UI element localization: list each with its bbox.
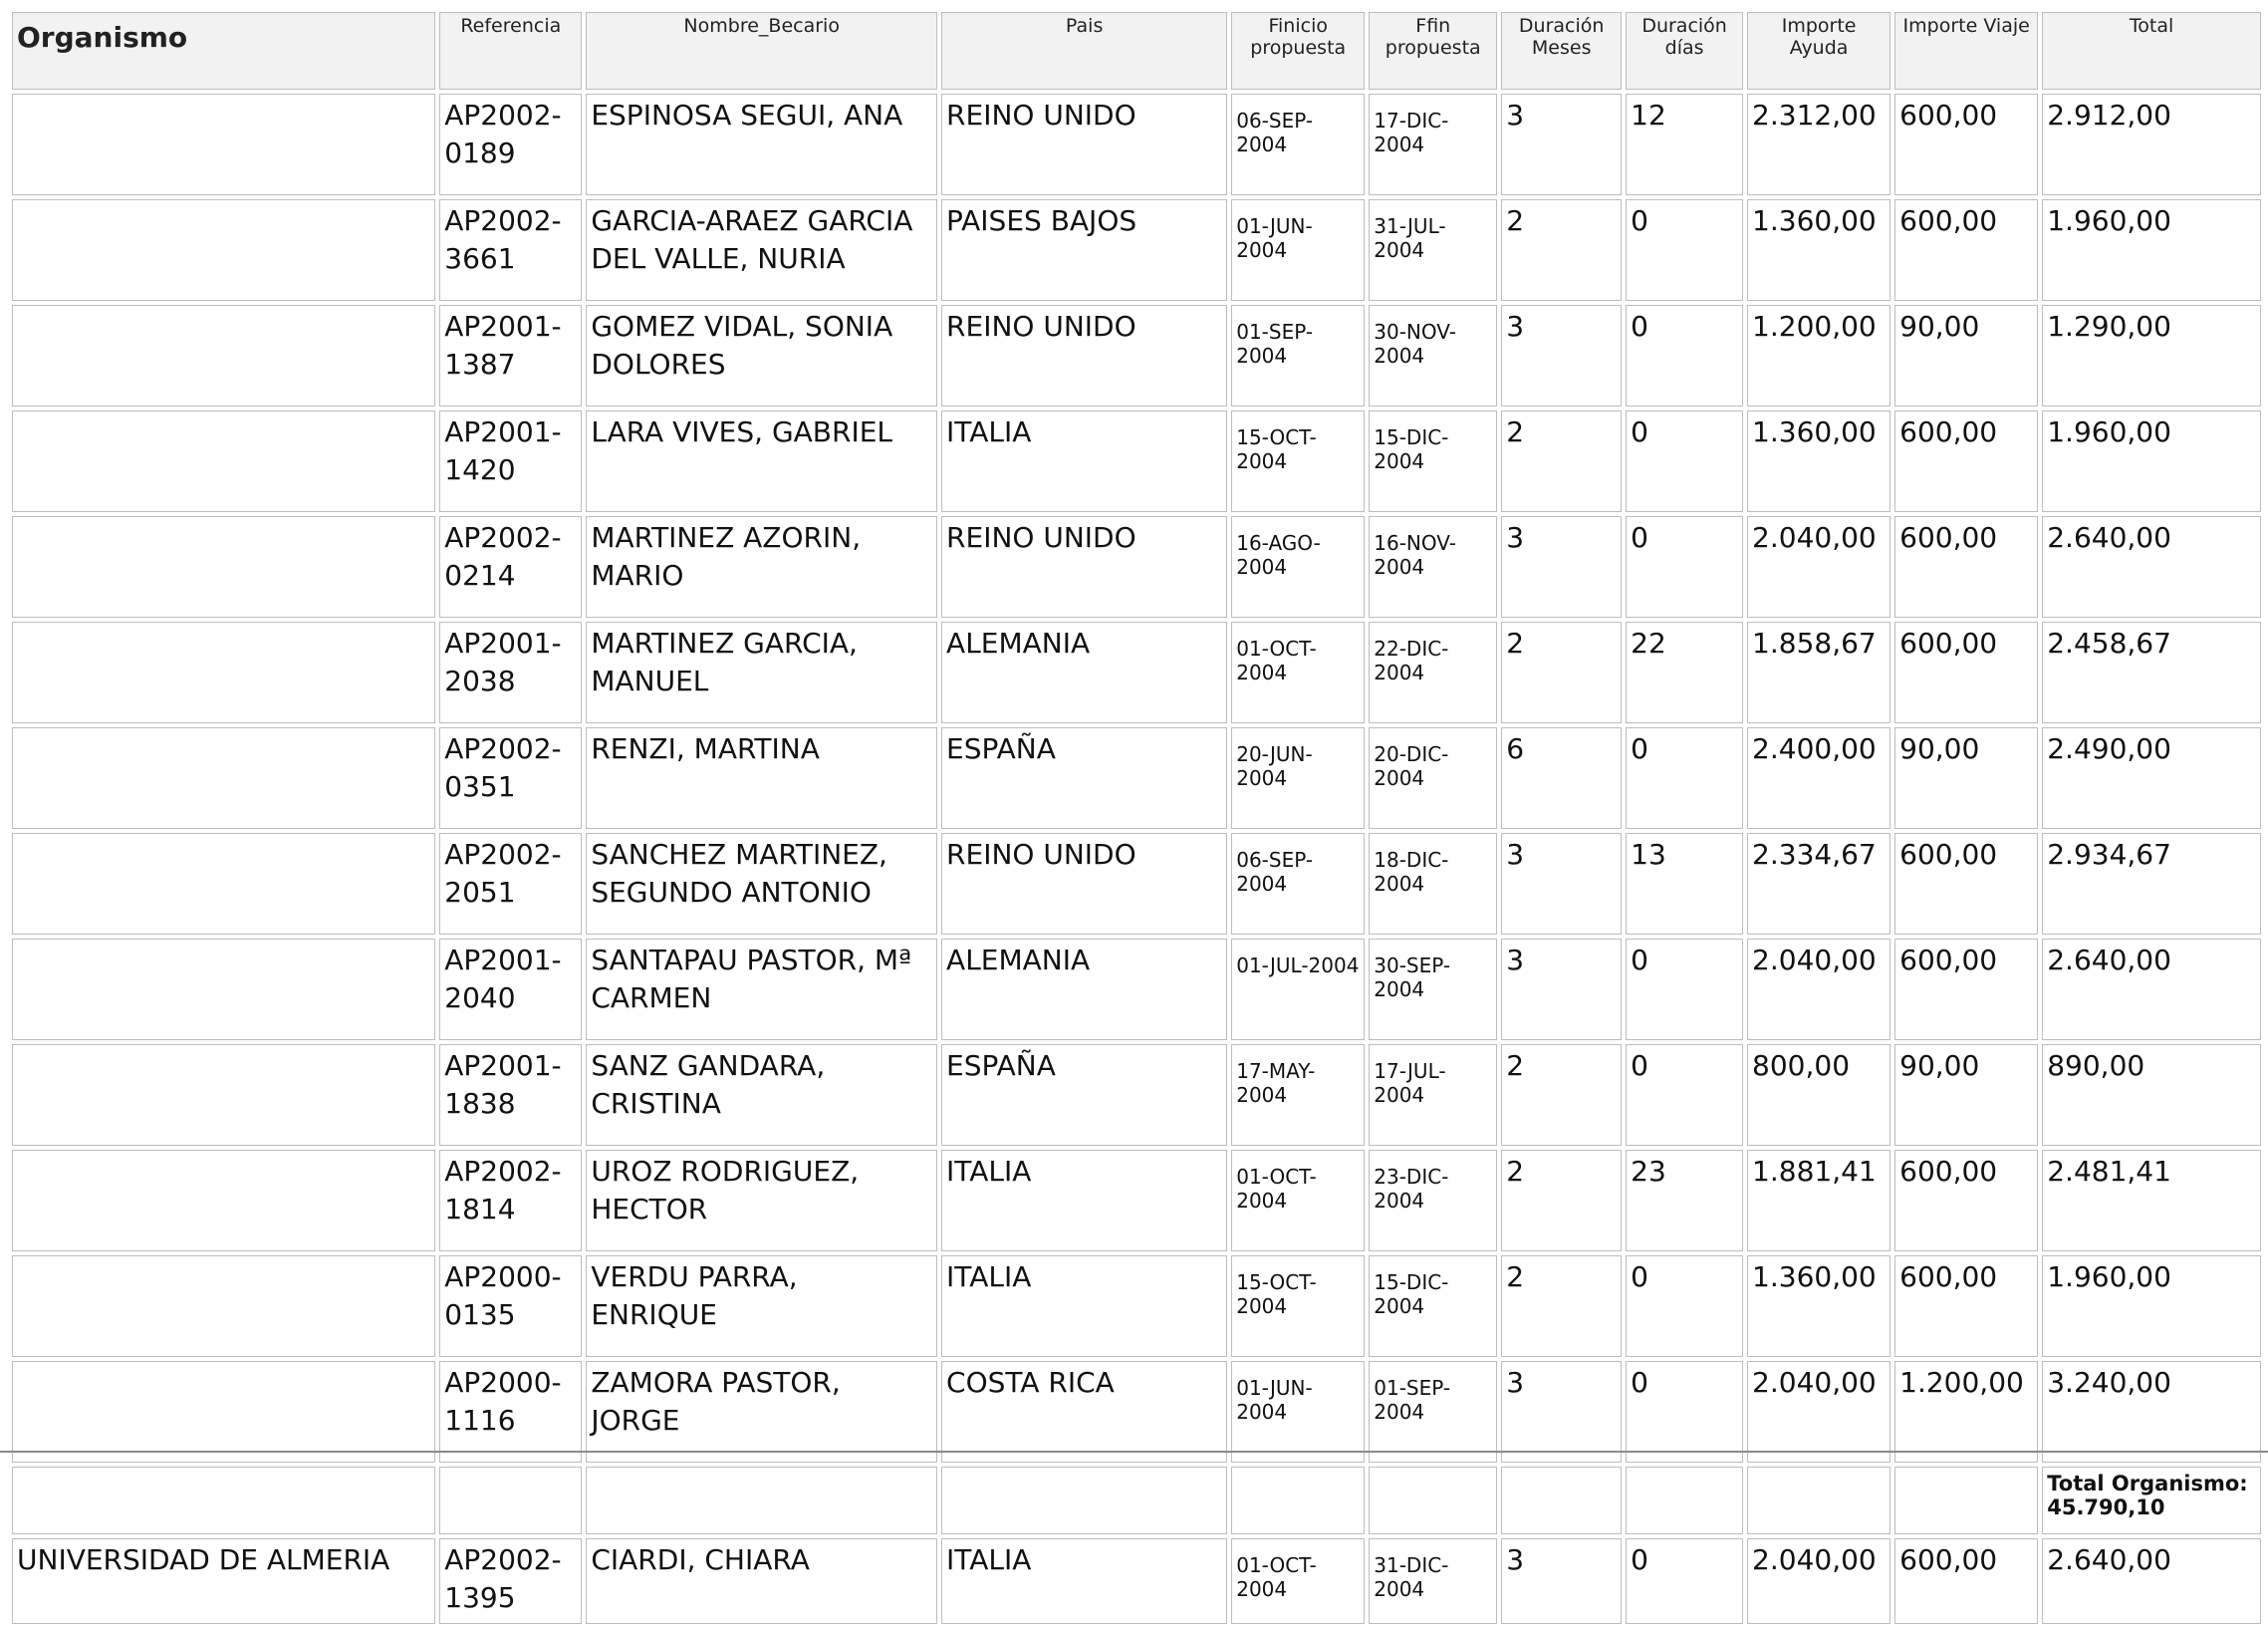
cell-nombre-becario: CIARDI, CHIARA — [586, 1538, 937, 1624]
cell-referencia: AP2001-1838 — [439, 1044, 582, 1146]
cell-pais: ALEMANIA — [941, 622, 1227, 723]
cell-total: 3.240,00 — [2042, 1361, 2261, 1463]
cell-nombre-becario: ZAMORA PASTOR, JORGE — [586, 1361, 937, 1463]
cell-finicio: 06-SEP-2004 — [1231, 94, 1365, 195]
cell-importe-ayuda: 1.360,00 — [1747, 199, 1890, 301]
cell-total: 1.960,00 — [2042, 199, 2261, 301]
cell-total: 2.458,67 — [2042, 622, 2261, 723]
header-organismo: Organismo — [12, 12, 435, 90]
cell-organismo — [12, 833, 435, 935]
cell-importe-ayuda: 2.312,00 — [1747, 94, 1890, 195]
table-row — [12, 199, 2261, 301]
cell-importe-ayuda: 1.881,41 — [1747, 1150, 1890, 1251]
cell-referencia: AP2002-3661 — [439, 199, 582, 301]
cell-pais: ESPAÑA — [941, 1044, 1227, 1146]
header-pais: Pais — [941, 12, 1227, 90]
empty-cell — [586, 1467, 937, 1534]
cell-finicio: 17-MAY-2004 — [1231, 1044, 1365, 1146]
cell-duracion-dias: 0 — [1626, 939, 1743, 1040]
header-importe-viaje: Importe Viaje — [1894, 12, 2038, 90]
cell-duracion-meses: 3 — [1501, 94, 1622, 195]
page-bottom-border — [0, 1451, 2268, 1453]
cell-duracion-meses: 2 — [1501, 1150, 1622, 1251]
cell-nombre-becario: GOMEZ VIDAL, SONIA DOLORES — [586, 305, 937, 407]
cell-organismo — [12, 1150, 435, 1251]
cell-referencia: AP2002-1814 — [439, 1150, 582, 1251]
cell-importe-viaje: 600,00 — [1894, 1538, 2038, 1624]
table-row — [12, 305, 2261, 407]
cell-referencia: AP2002-0214 — [439, 516, 582, 618]
cell-ffin: 23-DIC-2004 — [1369, 1150, 1497, 1251]
cell-nombre-becario: ESPINOSA SEGUI, ANA — [586, 94, 937, 195]
cell-duracion-dias: 12 — [1626, 94, 1743, 195]
cell-finicio: 16-AGO-2004 — [1231, 516, 1365, 618]
cell-duracion-dias: 23 — [1626, 1150, 1743, 1251]
cell-organismo — [12, 1361, 435, 1463]
table-row — [12, 1538, 2261, 1624]
cell-total: 1.960,00 — [2042, 410, 2261, 512]
cell-duracion-meses: 3 — [1501, 1361, 1622, 1463]
cell-importe-viaje: 90,00 — [1894, 305, 2038, 407]
cell-duracion-meses: 3 — [1501, 516, 1622, 618]
cell-nombre-becario: GARCIA-ARAEZ GARCIA DEL VALLE, NURIA — [586, 199, 937, 301]
cell-finicio: 20-JUN-2004 — [1231, 727, 1365, 829]
cell-referencia: AP2001-1387 — [439, 305, 582, 407]
cell-importe-viaje: 600,00 — [1894, 410, 2038, 512]
total-organismo-row — [12, 1467, 2261, 1534]
cell-finicio: 01-JUN-2004 — [1231, 199, 1365, 301]
cell-importe-ayuda: 1.360,00 — [1747, 410, 1890, 512]
cell-ffin: 20-DIC-2004 — [1369, 727, 1497, 829]
cell-total: 2.934,67 — [2042, 833, 2261, 935]
cell-referencia: AP2001-1420 — [439, 410, 582, 512]
cell-finicio: 06-SEP-2004 — [1231, 833, 1365, 935]
table-row — [12, 622, 2261, 723]
cell-organismo — [12, 1044, 435, 1146]
cell-organismo — [12, 94, 435, 195]
header-ffin: Ffin propuesta — [1369, 12, 1497, 90]
cell-duracion-dias: 22 — [1626, 622, 1743, 723]
table-row — [12, 939, 2261, 1040]
table-row — [12, 1044, 2261, 1146]
table-row — [12, 94, 2261, 195]
cell-importe-ayuda: 1.200,00 — [1747, 305, 1890, 407]
cell-finicio: 01-JUN-2004 — [1231, 1361, 1365, 1463]
cell-ffin: 18-DIC-2004 — [1369, 833, 1497, 935]
cell-nombre-becario: SANZ GANDARA, CRISTINA — [586, 1044, 937, 1146]
cell-duracion-meses: 2 — [1501, 199, 1622, 301]
cell-finicio: 15-OCT-2004 — [1231, 1255, 1365, 1357]
empty-cell — [1894, 1467, 2038, 1534]
table-row — [12, 516, 2261, 618]
cell-nombre-becario: SANTAPAU PASTOR, Mª CARMEN — [586, 939, 937, 1040]
cell-duracion-dias: 0 — [1626, 1044, 1743, 1146]
table-body — [12, 94, 2261, 1624]
table-row — [12, 1361, 2261, 1463]
cell-duracion-meses: 6 — [1501, 727, 1622, 829]
cell-duracion-meses: 3 — [1501, 939, 1622, 1040]
cell-pais: REINO UNIDO — [941, 305, 1227, 407]
cell-pais: ITALIA — [941, 1255, 1227, 1357]
cell-pais: REINO UNIDO — [941, 94, 1227, 195]
empty-cell — [12, 1467, 435, 1534]
cell-pais: COSTA RICA — [941, 1361, 1227, 1463]
cell-duracion-dias: 0 — [1626, 305, 1743, 407]
cell-total: 1.290,00 — [2042, 305, 2261, 407]
cell-ffin: 17-DIC-2004 — [1369, 94, 1497, 195]
cell-importe-ayuda: 2.040,00 — [1747, 1538, 1890, 1624]
cell-organismo — [12, 410, 435, 512]
cell-ffin: 01-SEP-2004 — [1369, 1361, 1497, 1463]
empty-cell — [941, 1467, 1227, 1534]
cell-importe-ayuda: 2.040,00 — [1747, 1361, 1890, 1463]
cell-ffin: 15-DIC-2004 — [1369, 410, 1497, 512]
cell-importe-ayuda: 1.360,00 — [1747, 1255, 1890, 1357]
cell-referencia: AP2002-0351 — [439, 727, 582, 829]
cell-total: 2.640,00 — [2042, 1538, 2261, 1624]
cell-ffin: 17-JUL-2004 — [1369, 1044, 1497, 1146]
cell-importe-viaje: 90,00 — [1894, 727, 2038, 829]
cell-importe-viaje: 90,00 — [1894, 1044, 2038, 1146]
cell-referencia: AP2000-1116 — [439, 1361, 582, 1463]
cell-pais: PAISES BAJOS — [941, 199, 1227, 301]
cell-importe-viaje: 600,00 — [1894, 94, 2038, 195]
cell-importe-viaje: 600,00 — [1894, 622, 2038, 723]
cell-duracion-meses: 2 — [1501, 410, 1622, 512]
header-total: Total — [2042, 12, 2261, 90]
cell-referencia: AP2001-2038 — [439, 622, 582, 723]
cell-duracion-dias: 0 — [1626, 727, 1743, 829]
cell-importe-ayuda: 2.040,00 — [1747, 939, 1890, 1040]
cell-total: 1.960,00 — [2042, 1255, 2261, 1357]
cell-duracion-meses: 3 — [1501, 1538, 1622, 1624]
cell-finicio: 01-OCT-2004 — [1231, 1150, 1365, 1251]
header-duracion-meses: Duración Meses — [1501, 12, 1622, 90]
cell-finicio: 01-SEP-2004 — [1231, 305, 1365, 407]
total-organismo: Total Organismo: 45.790,10 — [2042, 1467, 2261, 1534]
cell-organismo — [12, 305, 435, 407]
cell-duracion-meses: 3 — [1501, 833, 1622, 935]
cell-pais: ITALIA — [941, 410, 1227, 512]
cell-total: 2.640,00 — [2042, 939, 2261, 1040]
cell-pais: ITALIA — [941, 1150, 1227, 1251]
cell-pais: ITALIA — [941, 1538, 1227, 1624]
cell-duracion-dias: 0 — [1626, 1361, 1743, 1463]
cell-total: 2.640,00 — [2042, 516, 2261, 618]
table-row — [12, 1255, 2261, 1357]
cell-pais: ESPAÑA — [941, 727, 1227, 829]
cell-importe-viaje: 600,00 — [1894, 939, 2038, 1040]
header-nombre-becario: Nombre_Becario — [586, 12, 937, 90]
empty-cell — [1369, 1467, 1497, 1534]
cell-organismo — [12, 516, 435, 618]
cell-total: 2.912,00 — [2042, 94, 2261, 195]
cell-nombre-becario: UROZ RODRIGUEZ, HECTOR — [586, 1150, 937, 1251]
cell-duracion-dias: 0 — [1626, 199, 1743, 301]
cell-ffin: 22-DIC-2004 — [1369, 622, 1497, 723]
cell-importe-ayuda: 2.334,67 — [1747, 833, 1890, 935]
header-importe-ayuda: Importe Ayuda — [1747, 12, 1890, 90]
cell-finicio: 01-OCT-2004 — [1231, 622, 1365, 723]
cell-finicio: 15-OCT-2004 — [1231, 410, 1365, 512]
cell-duracion-meses: 2 — [1501, 1255, 1622, 1357]
empty-cell — [1626, 1467, 1743, 1534]
cell-duracion-dias: 0 — [1626, 516, 1743, 618]
cell-duracion-meses: 2 — [1501, 622, 1622, 723]
cell-nombre-becario: MARTINEZ GARCIA, MANUEL — [586, 622, 937, 723]
cell-importe-ayuda: 800,00 — [1747, 1044, 1890, 1146]
cell-duracion-meses: 3 — [1501, 305, 1622, 407]
cell-ffin: 31-DIC-2004 — [1369, 1538, 1497, 1624]
cell-nombre-becario: VERDU PARRA, ENRIQUE — [586, 1255, 937, 1357]
empty-cell — [1231, 1467, 1365, 1534]
cell-referencia: AP2002-1395 — [439, 1538, 582, 1624]
cell-nombre-becario: LARA VIVES, GABRIEL — [586, 410, 937, 512]
cell-importe-viaje: 600,00 — [1894, 516, 2038, 618]
cell-duracion-meses: 2 — [1501, 1044, 1622, 1146]
empty-cell — [1747, 1467, 1890, 1534]
cell-pais: REINO UNIDO — [941, 833, 1227, 935]
cell-importe-viaje: 600,00 — [1894, 1150, 2038, 1251]
cell-importe-viaje: 600,00 — [1894, 833, 2038, 935]
cell-duracion-dias: 0 — [1626, 1538, 1743, 1624]
becarios-table — [8, 8, 2265, 1628]
cell-importe-ayuda: 2.400,00 — [1747, 727, 1890, 829]
cell-referencia: AP2002-0189 — [439, 94, 582, 195]
cell-total: 890,00 — [2042, 1044, 2261, 1146]
empty-cell — [1501, 1467, 1622, 1534]
cell-finicio: 01-JUL-2004 — [1231, 939, 1365, 1040]
cell-referencia: AP2002-2051 — [439, 833, 582, 935]
table-row — [12, 833, 2261, 935]
table-row — [12, 410, 2261, 512]
cell-duracion-dias: 0 — [1626, 1255, 1743, 1357]
cell-duracion-dias: 0 — [1626, 410, 1743, 512]
cell-nombre-becario: RENZI, MARTINA — [586, 727, 937, 829]
cell-nombre-becario: SANCHEZ MARTINEZ, SEGUNDO ANTONIO — [586, 833, 937, 935]
cell-finicio: 01-OCT-2004 — [1231, 1538, 1365, 1624]
header-duracion-dias: Duración días — [1626, 12, 1743, 90]
cell-importe-viaje: 600,00 — [1894, 199, 2038, 301]
header-finicio: Finicio propuesta — [1231, 12, 1365, 90]
cell-organismo — [12, 1255, 435, 1357]
cell-importe-viaje: 600,00 — [1894, 1255, 2038, 1357]
header-referencia: Referencia — [439, 12, 582, 90]
cell-ffin: 16-NOV-2004 — [1369, 516, 1497, 618]
cell-organismo — [12, 622, 435, 723]
cell-ffin: 31-JUL-2004 — [1369, 199, 1497, 301]
cell-duracion-dias: 13 — [1626, 833, 1743, 935]
cell-ffin: 15-DIC-2004 — [1369, 1255, 1497, 1357]
cell-referencia: AP2001-2040 — [439, 939, 582, 1040]
cell-pais: ALEMANIA — [941, 939, 1227, 1040]
cell-importe-viaje: 1.200,00 — [1894, 1361, 2038, 1463]
cell-organismo: UNIVERSIDAD DE ALMERIA — [12, 1538, 435, 1624]
cell-organismo — [12, 727, 435, 829]
empty-cell — [439, 1467, 582, 1534]
cell-nombre-becario: MARTINEZ AZORIN, MARIO — [586, 516, 937, 618]
cell-pais: REINO UNIDO — [941, 516, 1227, 618]
cell-organismo — [12, 199, 435, 301]
cell-ffin: 30-SEP-2004 — [1369, 939, 1497, 1040]
table-row — [12, 727, 2261, 829]
cell-referencia: AP2000-0135 — [439, 1255, 582, 1357]
cell-ffin: 30-NOV-2004 — [1369, 305, 1497, 407]
cell-importe-ayuda: 1.858,67 — [1747, 622, 1890, 723]
cell-total: 2.481,41 — [2042, 1150, 2261, 1251]
header-row — [12, 12, 2261, 90]
cell-importe-ayuda: 2.040,00 — [1747, 516, 1890, 618]
cell-organismo — [12, 939, 435, 1040]
cell-total: 2.490,00 — [2042, 727, 2261, 829]
table-row — [12, 1150, 2261, 1251]
